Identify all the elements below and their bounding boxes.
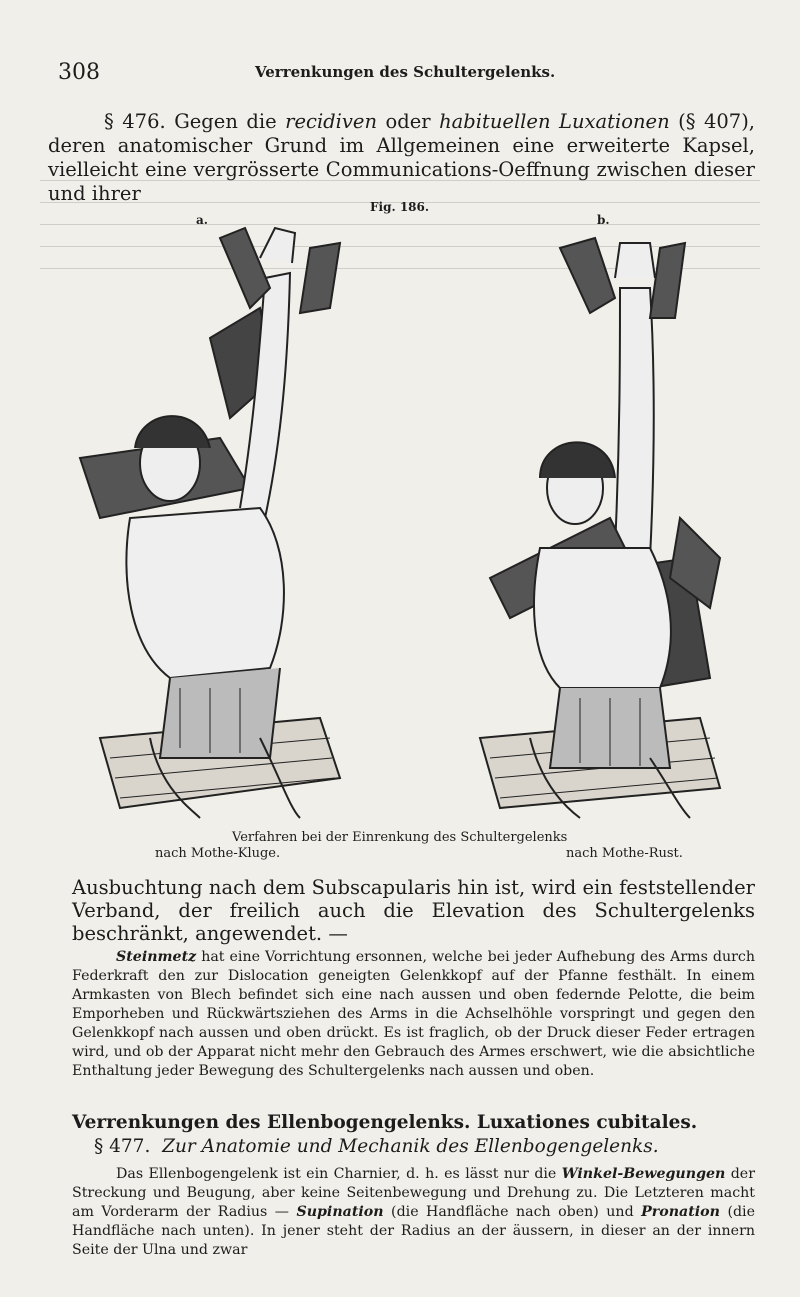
intro-paragraph: § 476. Gegen die recidiven oder habituellen Luxationen (§ 407), deren anatomischer Grund im Allgemeinen eine erweiterte Kapsel, vielleicht eine vergrösserte Communications-Oeffnung zwischen dieser und ihrer <box>48 110 756 205</box>
figure-b-engraving <box>480 238 720 818</box>
figure-number: Fig. 186. <box>370 200 430 214</box>
figure-label-a: a. <box>196 213 208 227</box>
figure-a-engraving <box>80 228 340 818</box>
section-heading: Verrenkungen des Ellenbogengelenks. Luxationes cubitales. <box>72 1112 698 1133</box>
body-paragraph: Das Ellenbogengelenk ist ein Charnier, d. h. es lässt nur die Winkel-Bewegungen der Streckung und Beugung, aber keine Seitenbewegung und Drehung zu. Die Letzteren macht am Vorderarm der Radius — Supination (die Handfläche nach oben) und Pronation (die Handfläche nach unten). In jener steht der Radius an der äussern, in dieser an der innern Seite der Ulna und zwar <box>72 1166 755 1258</box>
figure-label-b: b. <box>597 213 610 227</box>
section-476: § 476. <box>104 110 166 133</box>
continuation-paragraph: Ausbuchtung nach dem Subscapularis hin ist, wird ein feststellender Verband, der freilich auch die Elevation des Schultergelenks beschränkt, angewendet. — <box>72 876 755 945</box>
section-477-title: § 477. Zur Anatomie und Mechanik des Ellenbogengelenks. <box>94 1136 659 1157</box>
steinmetz-paragraph: Steinmetz hat eine Vorrichtung ersonnen, welche bei jeder Aufhebung des Arms durch Federkraft den zur Dislocation geneigten Gelenkkopf auf der Pfanne festhält. In einem Armkasten von Blech befindet sich eine nach aussen und oben federnde Pelotte, die beim Emporheben und Rückwärtsziehen des Arms in die Achselhöhle vorspringt und gegen den Gelenkkopf nach aussen und oben drückt. Es ist fraglich, ob der Druck dieser Feder ertragen wird, und ob der Apparat nicht mehr den Gebrauch des Armes erschwert, wie die absichtliche Enthaltung jeder Bewegung des Schultergelenks nach aussen und oben. <box>72 949 755 1079</box>
page-number: 308 <box>58 60 100 85</box>
figure-illustration <box>60 218 740 830</box>
author-name: Steinmetz <box>116 949 197 965</box>
running-title: Verrenkungen des Schultergelenks. <box>255 63 556 81</box>
figure-caption-b: nach Mothe-Rust. <box>566 846 683 861</box>
figure-caption-main: Verfahren bei der Einrenkung des Schultergelenks <box>232 830 568 845</box>
figure-caption-a: nach Mothe-Kluge. <box>155 846 281 861</box>
